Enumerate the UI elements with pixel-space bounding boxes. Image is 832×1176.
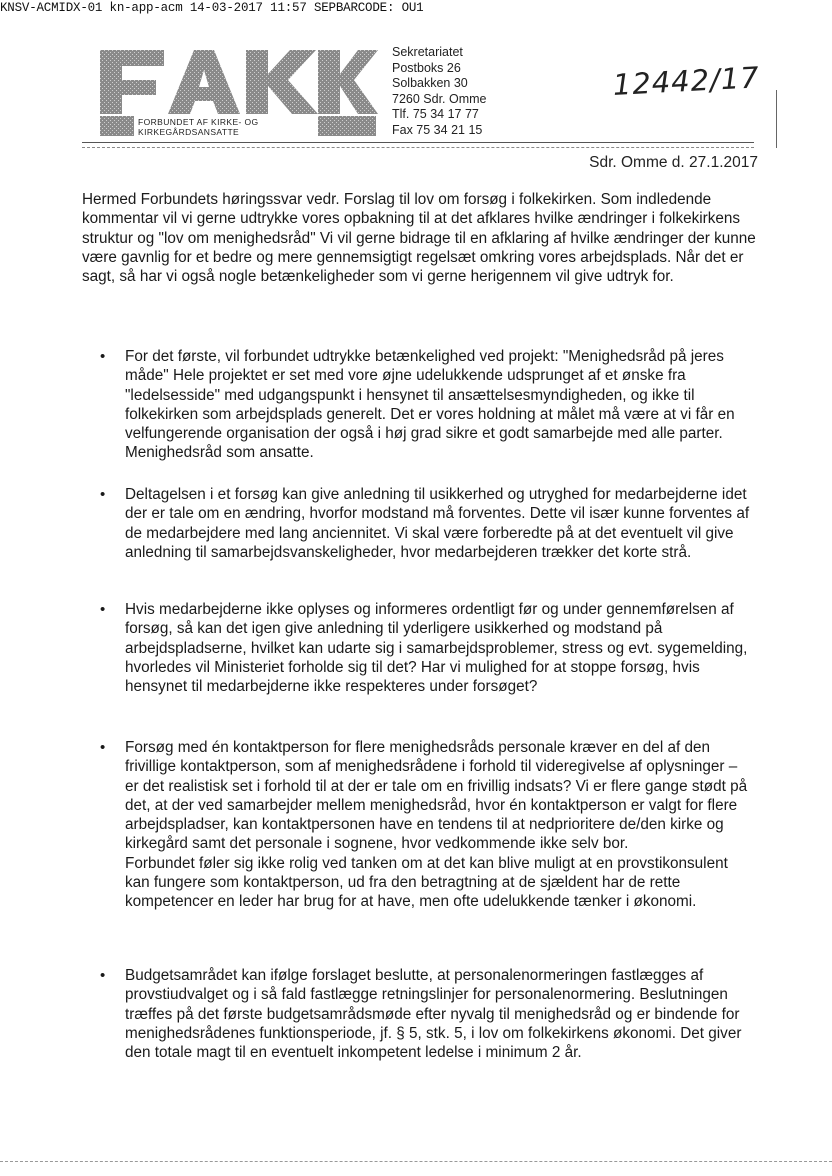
- logo-subtitle-1: FORBUNDET AF KIRKE- OG: [138, 117, 259, 127]
- bullet-list: [100, 966, 750, 1062]
- bullet-list: [100, 738, 750, 912]
- margin-mark: [776, 90, 777, 148]
- address-line: Sekretariatet: [392, 45, 463, 59]
- letterhead-rule: [82, 142, 754, 143]
- bullet-text: For det første, vil forbundet udtrykke betænkelighed ved projekt: "Menighedsråd på jeres måde" Hele projektet er set med vore øjne udelukkende udsprunget af et ønske fra "ledelsesside" med udgangspunkt i hensynet til ansættelsesmyndigheden, og ikke til folkekirken som arbejdsplads generelt. Det er vores holdning at målet må være at vi får en velfungerende organisation der også i høj grad sikre et godt samarbejde med alle parter. Menighedsråd som ansatte.: [125, 348, 735, 462]
- address-line: 7260 Sdr. Omme: [392, 91, 487, 106]
- bullet-marker: •: [100, 739, 106, 756]
- bullet-text: Forsøg med én kontaktperson for flere menighedsråds personale kræver en del af den frivillige kontaktperson, som af menighedsrådene i forhold til videregivelse af oplysninger – er det realistisk set i forhold til at der er tale om en frivillig indsats? Vi er flere gange stødt på det, at der ved samarbejder mellem menighedsråd, hvor én kontaktperson er valgt for flere arbejdspladser, kan kontaktpersonen have en tendens til at nedprioritere de/den kirke og kirkegård samt det personale i sognene, hvor vedkommende ikke selv bor.: [125, 739, 748, 853]
- bullet-list: [100, 600, 750, 696]
- bullet-text: Budgetsamrådet kan ifølge forslaget beslutte, at personalenormeringen fastlægges af provstiudvalget og i så fald fastlægge retningslinjer for personalenormering. Beslutningen træffes på det første budgetsamrådsmøde efter nyvalg til menighedsråd og er bindende for menighedsrådenes funktionsperiode, jf. § 5, stk. 5, i lov om folkekirkens økonomi. Det giver den totale magt til en eventuelt inkompetent ledelse i minimum 2 år.: [125, 967, 742, 1062]
- bullet-marker: •: [100, 486, 106, 503]
- intro-text: Hermed Forbundets høringssvar vedr. Forslag til lov om forsøg i folkekirken. Som indledende kommentar vil vi gerne udtrykke vores opbakning til at det afklares hvilke ændringer i folkekirkens struktur og "lov om menighedsråd" Vi vil gerne bidrage til en afklaring af hvilke ændringer der kunne være gavnlig for et bedre og mere gennemsigtigt regelsæt omkring vores arbejdsplads. Når det er sagt, så har vi også nogle betænkeligheder som vi gerne herigennem vil give udtryk for.: [82, 191, 756, 286]
- date-line: Sdr. Omme d. 27.1.2017: [589, 154, 758, 171]
- logo-subtitle-2: KIRKEGÅRDSANSATTE: [138, 127, 240, 137]
- bullet-text: Deltagelsen i et forsøg kan give anledning til usikkerhed og utryghed for medarbejderne idet der er tale om en ændring, hvorfor modstand må forventes. Dette vil især kunne forventes af de medarbejdere med lang anciennitet. Vi skal være forberedte på at det eventuelt vil give anledning til samarbejdsvanskeligheder, hvor medarbejderen trækker det korte strå.: [125, 486, 750, 561]
- list-item: [100, 485, 750, 562]
- handwritten-reference: 12442/17: [612, 60, 761, 102]
- bullet-text: Hvis medarbejderne ikke oplyses og informeres ordentligt før og under gennemførelsen af forsøg, så kan det igen give anledning til yderligere usikkerhed og modstand på arbejdspladserne, hvilket kan udarte sig i samarbejdsproblemer, stress og evt. sygemelding, hvorledes vil Ministeriet forholde sig til det? Har vi mulighed for at stoppe forsøg, hvis hensynet til medarbejderne ikke respekteres under forsøget?: [125, 601, 748, 696]
- intro-paragraph: [82, 190, 762, 286]
- list-item: [100, 966, 750, 1062]
- fax-header: KNSV-ACMIDX-01 kn-app-acm 14-03-2017 11:57 SEPBARCODE: OU1: [0, 1, 424, 15]
- bullet-marker: •: [100, 601, 106, 618]
- sender-address: [392, 45, 487, 138]
- list-item: [100, 347, 750, 463]
- bullet-list: [100, 347, 750, 463]
- bullet-marker: •: [100, 348, 106, 365]
- fakk-logo: [96, 46, 380, 138]
- address-line: Solbakken 30: [392, 76, 468, 90]
- bullet-list: [100, 485, 750, 562]
- address-line: Tlf. 75 34 17 77: [392, 107, 479, 121]
- bullet-marker: •: [100, 967, 106, 984]
- scan-edge-line: [0, 1161, 832, 1162]
- address-line: Fax 75 34 21 15: [392, 122, 483, 137]
- address-line: Postboks 26: [392, 60, 461, 75]
- bullet-text-continued: Forbundet føler sig ikke rolig ved tanken om at det kan blive muligt at en provstikonsulent kan fungere som kontaktperson, ud fra den betragtning at de sjældent har de rette kompetencer en leder har brug for at have, men ofte udelukkende tænker i økonomi.: [125, 854, 728, 911]
- list-item: [100, 738, 750, 912]
- letterhead-rule: [82, 147, 754, 148]
- list-item: [100, 600, 750, 696]
